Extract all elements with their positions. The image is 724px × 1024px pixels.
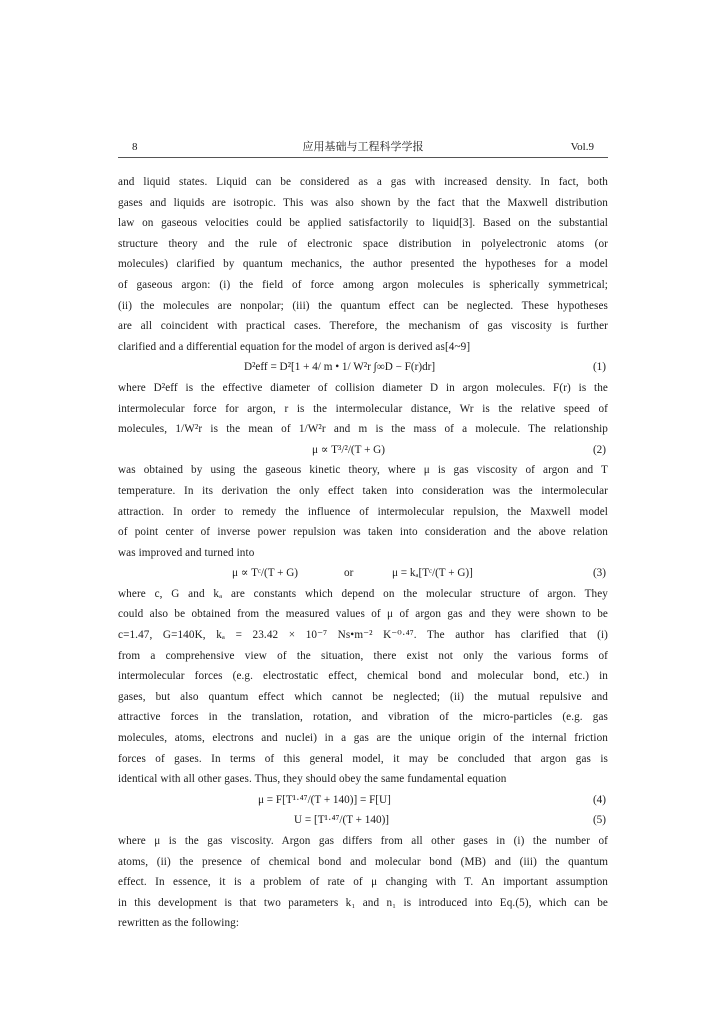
text-line: where D²eff is the effective diameter of collision diameter D in argon molecules. F(r) is the	[118, 381, 608, 394]
running-header	[118, 138, 608, 156]
text-line: of point center of inverse power repulsion was taken into consideration and the above relation	[118, 526, 608, 539]
text-line: atoms, (ii) the presence of chemical bond and molecular bond (MB) and (iii) the quantum	[118, 855, 608, 868]
text-line: identical with all other gases. Thus, they should obey the same fundamental equation	[118, 773, 507, 786]
equation-2-number: (2)	[592, 443, 606, 456]
text-line: law on gaseous velocities could be applied satisfactorily to liquid[3]. Based on the substantial	[118, 217, 608, 230]
text-line: attractive forces in the translation, rotation, and vibration of the micro-particles (e.g. gas	[118, 711, 608, 724]
equation-5-number: (5)	[592, 814, 606, 827]
text-line: and liquid states. Liquid can be considered as a gas with increased density. In fact, both	[118, 176, 608, 188]
text-line: are all coincident with practical cases. Therefore, the mechanism of gas viscosity is further	[118, 320, 608, 333]
page-number: 8	[132, 141, 138, 153]
text-line: where c, G and kₐ are constants which depend on the molecular structure of argon. They	[118, 587, 608, 600]
equation-3	[118, 563, 608, 584]
text-line: intermolecular force for argon, r is the intermolecular distance, Wr is the relative speed of	[118, 402, 608, 415]
text-line: structure theory and the rule of electronic space distribution in polyelectronic atoms (or	[118, 237, 608, 250]
equation-1-expr: D²eff = D²[1 + 4/ m • 1/ W²r ∫∞D − F(r)dr]	[244, 361, 436, 374]
text-line: molecules, atoms, electrons and nuclei) in a gas are the unique origin of the internal friction	[118, 732, 608, 745]
text-line: clarified and a differential equation for the model of argon is derived as[4~9]	[118, 340, 471, 353]
equation-4-number: (4)	[592, 793, 606, 806]
text-line: was improved and turned into	[118, 546, 255, 559]
text-line: from a comprehensive view of the situation, there exist not only the various forms of	[118, 649, 608, 662]
equation-4-expr: μ = F[T¹·⁴⁷/(T + 140)] = F[U]	[258, 793, 391, 806]
equation-2	[118, 440, 608, 461]
volume-label: Vol.9	[570, 141, 594, 153]
text-line: molecules) clarified by quantum mechanics, the author presented the hypotheses for a model	[118, 258, 608, 271]
equation-5	[118, 810, 608, 831]
header-rule	[118, 157, 608, 158]
text-line: was obtained by using the gaseous kinetic theory, where μ is gas viscosity of argon and T	[118, 464, 608, 477]
equation-2-expr: μ ∝ T³/²/(T + G)	[312, 443, 385, 456]
equation-3-or: or	[344, 567, 354, 580]
text-line: temperature. In its derivation the only effect taken into consideration was the intermolecular	[118, 484, 608, 497]
text-line: where μ is the gas viscosity. Argon gas differs from all other gases in (i) the number of	[118, 835, 608, 847]
text-line: forces of gases. In terms of this general model, it may be concluded that argon gas is	[118, 752, 608, 765]
equation-3-left: μ ∝ Tᶜ/(T + G)	[232, 567, 299, 580]
text-line: (ii) the molecules are nonpolar; (iii) the quantum effect can be neglected. These hypotheses	[118, 299, 608, 312]
text-line: of gaseous argon: (i) the field of force among argon molecules is spherically symmetrical;	[118, 278, 608, 291]
equation-1	[118, 357, 608, 378]
equation-3-right: μ = kₐ[Tᶜ/(T + G)]	[392, 567, 473, 580]
text-line: in this development is that two parameters k₁ and n₁ is introduced into Eq.(5), which can be	[118, 896, 608, 909]
text-line: gases, but also quantum effect which cannot be neglected; (ii) the mutual repulsive and	[118, 690, 608, 703]
paper-body	[118, 172, 608, 934]
text-line: molecules, 1/W²r is the mean of 1/W²r and m is the mass of a molecule. The relationship	[118, 423, 608, 436]
text-line: attraction. In order to remedy the influence of intermolecular repulsion, the Maxwell model	[118, 505, 608, 518]
text-line: c=1.47, G=140K, kₐ = 23.42 × 10⁻⁷ Ns•m⁻² K⁻⁰·⁴⁷. The author has clarified that (i)	[118, 629, 608, 642]
text-line: intermolecular forces (e.g. electrostatic effect, chemical bond and molecular bond, etc.) in	[118, 670, 608, 683]
text-line: effect. In essence, it is a problem of rate of μ changing with T. An important assumption	[118, 876, 608, 889]
text-line: rewritten as the following:	[118, 917, 240, 930]
journal-title: 应用基础与工程科学学报	[302, 140, 424, 153]
equation-5-expr: U = [T¹·⁴⁷/(T + 140)]	[294, 814, 390, 827]
equation-4	[118, 790, 608, 811]
text-line: gases and liquids are isotropic. This was also shown by the fact that the Maxwell distribution	[118, 196, 608, 209]
text-line: could also be obtained from the measured values of μ of argon gas and they were shown to be	[118, 608, 608, 621]
equation-1-number: (1)	[592, 361, 606, 374]
equation-3-number: (3)	[592, 567, 606, 580]
